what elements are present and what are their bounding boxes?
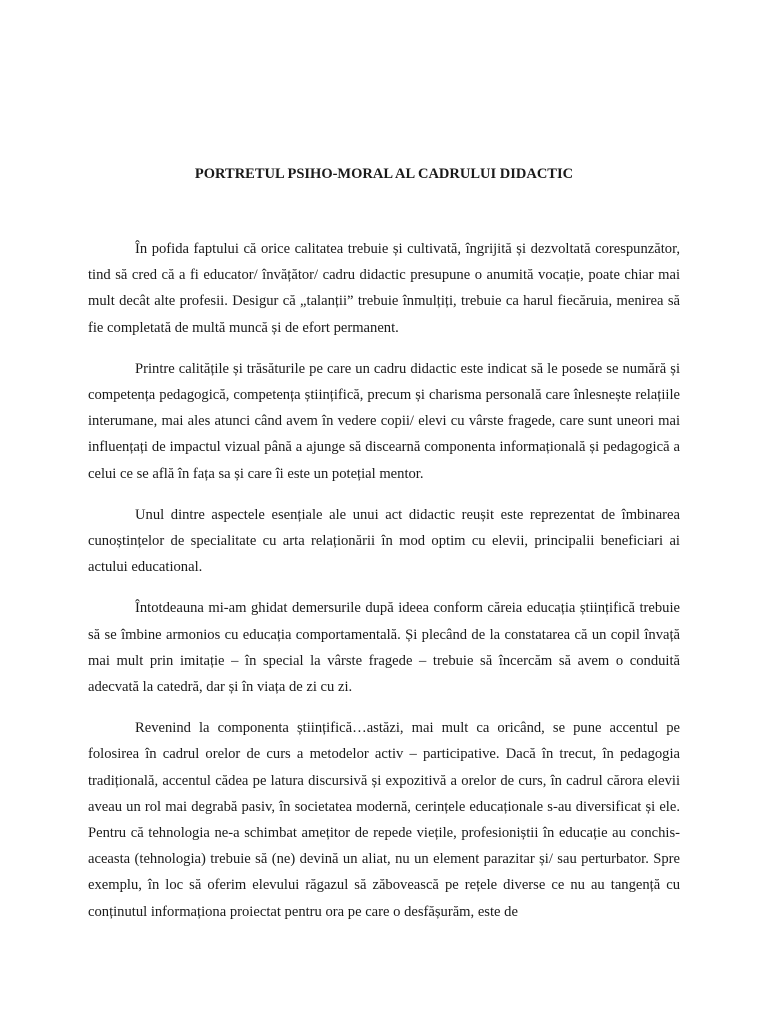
document-title: PORTRETUL PSIHO-MORAL AL CADRULUI DIDACTIC (194, 166, 574, 182)
paragraph: Unul dintre aspectele esențiale ale unui act didactic reușit este reprezentat de îmbinarea cunoștințelor de specialitate cu arta relaționării în mod optim cu elevii, principalii beneficiari ai actului educational. (88, 506, 680, 576)
paragraph: Revenind la componenta științifică…astăzi, mai mult ca oricând, se pune accentul pe folosirea în cadrul orelor de curs a metodelor activ – participative. Dacă în trecut, în pedagogia tradițională, accentul cădea pe latura discursivă și expozitivă a orelor de curs, în cadrul cărora elevii aveau un rol mai degrabă pasiv, în societatea modernă, cerințele educaționale s-au diversificat și ele. Pentru că tehnologia ne-a schimbat amețitor de repede viețile, profesioniștii în educație au conchis-aceasta (tehnologia) trebuie să (ne) devină un aliat, nu un element parazitar și/ sau perturbator. Spre exemplu, în loc să oferim elevului răgazul să zăbovească pe rețele diverse ce nu au tangență cu conținutul informaționa proiectat pentru ora pe care o desfășurăm, este de (88, 720, 680, 920)
document-body (88, 236, 680, 940)
paragraph: Întotdeauna mi-am ghidat demersurile după ideea conform căreia educația științifică trebuie să se îmbine armonios cu educația comportamentală. Și plecând de la constatarea că un copil învață mai mult prin imitație – în special la vârste fragede – trebuie să încercăm să avem o conduită adecvată la catedră, dar și în viața de zi cu zi. (88, 600, 680, 696)
paragraph: Printre calitățile și trăsăturile pe care un cadru didactic este indicat să le posede se numără și competența pedagogică, competența științifică, precum și charisma personală care înlesnește relațiile interumane, mai ales atunci când avem în vedere copii/ elevi cu vârste fragede, care sunt uneori mai influențați de impactul vizual până a ajunge să discearnă componenta informațională și pedagogică a celui ce se află în fața sa și care îi este un potețial mentor. (88, 360, 680, 482)
paragraph: În pofida faptului că orice calitatea trebuie și cultivată, îngrijită și dezvoltată corespunzător, tind să cred că a fi educator/ învățător/ cadru didactic presupune o anumită vocație, poate chiar mai mult decât alte profesii. Desigur că „talanții” trebuie înmulțiți, trebuie ca harul fiecăruia, menirea să fie completată de multă muncă și de efort permanent. (88, 241, 680, 336)
